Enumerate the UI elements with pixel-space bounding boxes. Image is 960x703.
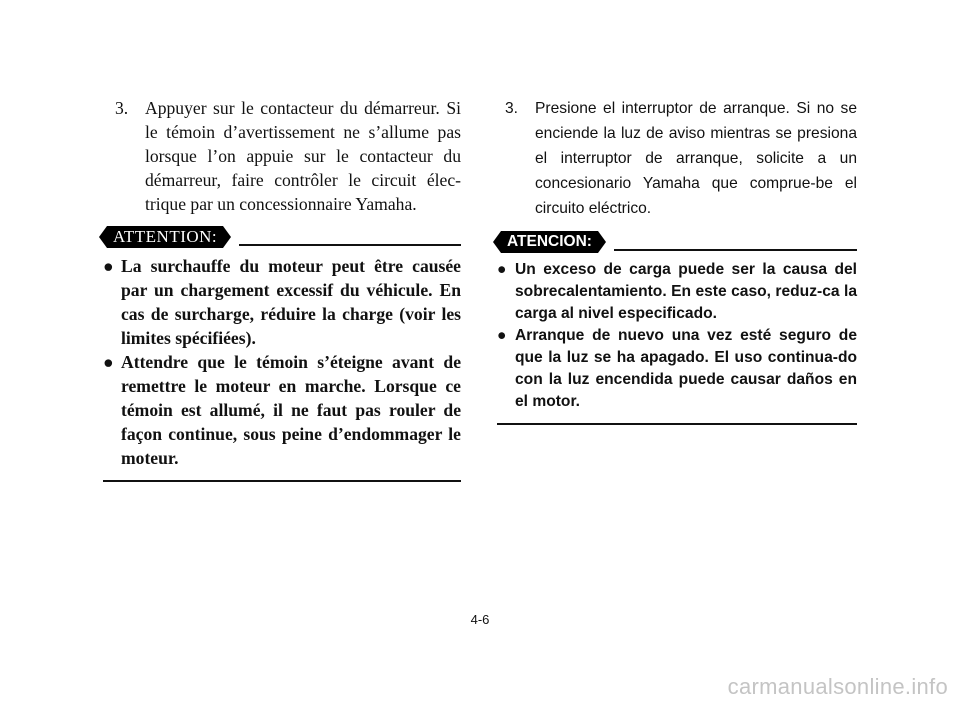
list-item: ● La surchauffe du moteur peut être causée par un chargement excessif du véhicule. En cas de surcharge, réduire la charge (voir les limites spécifiées).	[103, 256, 461, 348]
page-number: 4-6	[470, 612, 490, 627]
french-column	[103, 96, 461, 482]
bullet-icon: ●	[497, 261, 507, 278]
french-caution-list	[103, 254, 461, 470]
spanish-column	[497, 96, 857, 425]
spanish-caution-header	[497, 227, 857, 253]
caution-label: ATENCION:	[501, 231, 598, 253]
bullet-icon: ●	[497, 327, 507, 344]
list-item: ● Arranque de nuevo una vez esté seguro de que la luz se ha apagado. El uso continua-do con la luz encendida puede causar daños en el motor.	[497, 325, 857, 413]
list-item: ● Un exceso de carga puede ser la causa del sobrecalentamiento. En este caso, reduz-ca la carga al nivel especificado.	[497, 259, 857, 325]
list-item: ● Attendre que le témoin s’éteigne avant de remettre le moteur en marche. Lorsque ce témoin est allumé, il ne faut pas rouler de façon continue, sous peine d’endommager le moteur.	[103, 352, 461, 468]
caution-label: ATTENTION:	[107, 226, 223, 248]
step-text: Appuyer sur le contacteur du démarreur. Si le témoin d’avertissement ne s’allume pas lorsque l’on appuie sur le contacteur du démarreur, faire contrôler le circuit élec-trique par un concessionnaire Yamaha.	[145, 98, 461, 214]
section-end-rule	[103, 480, 461, 482]
step-number: 3.	[505, 100, 519, 117]
french-caution-header	[103, 222, 461, 248]
bullet-icon: ●	[103, 256, 114, 276]
bullet-icon: ●	[103, 352, 114, 372]
section-end-rule	[497, 423, 857, 425]
step-text: Presione el interruptor de arranque. Si no se enciende la luz de aviso mientras se presiona el interruptor de arranque, solicite a un concesionario Yamaha que comprue-be el circuito eléctrico.	[535, 100, 857, 217]
french-step-3	[115, 96, 461, 216]
caution-rule	[239, 244, 461, 246]
watermark: carmanualsonline.info	[727, 674, 948, 699]
spanish-caution-list	[497, 259, 857, 413]
step-number: 3.	[115, 98, 129, 118]
caution-rule	[614, 249, 857, 251]
spanish-step-3	[505, 96, 857, 221]
